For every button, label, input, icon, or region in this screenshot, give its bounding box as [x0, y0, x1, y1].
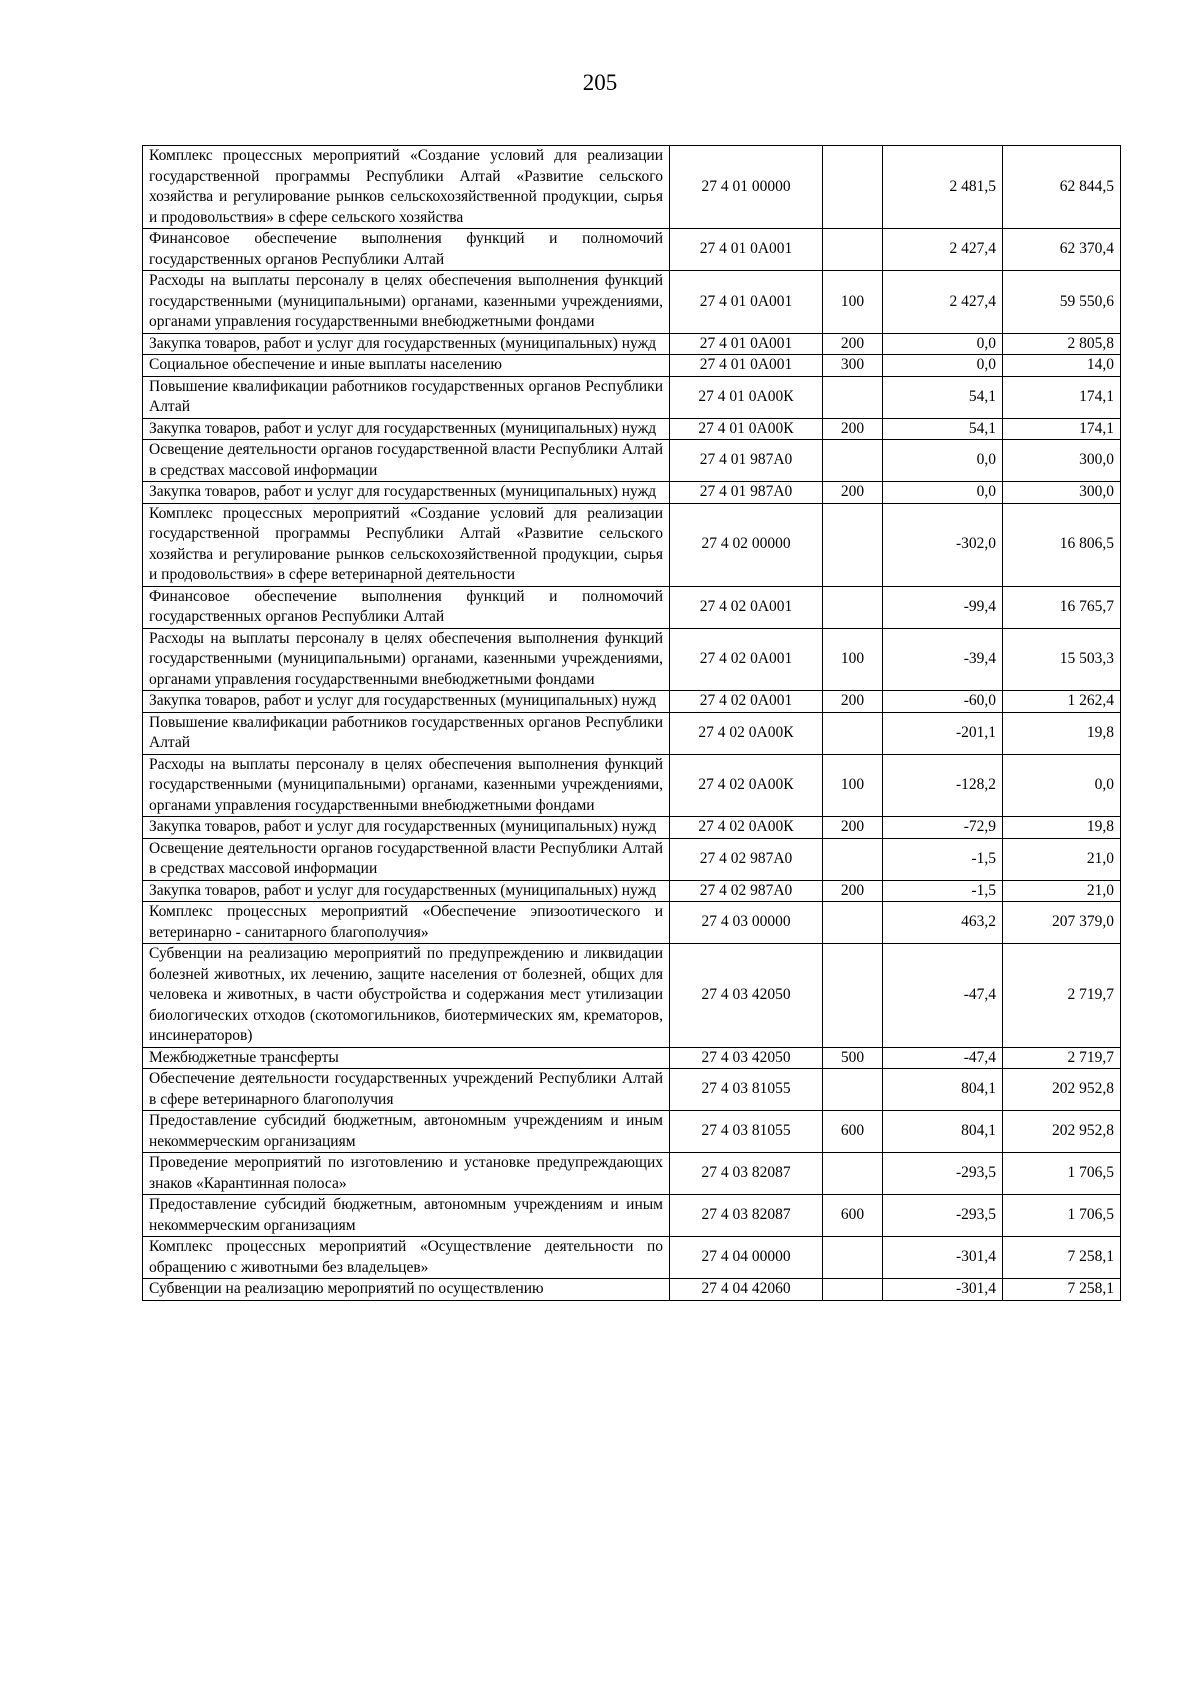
row-code-cell: 27 4 01 00000	[670, 146, 823, 229]
row-total-cell: 300,0	[1003, 440, 1121, 482]
row-change-cell: 804,1	[883, 1111, 1003, 1153]
row-total-cell: 174,1	[1003, 418, 1121, 440]
table-row	[143, 271, 1121, 334]
row-expense-type-cell: 500	[823, 1047, 883, 1069]
row-change-cell: -60,0	[883, 691, 1003, 713]
row-code-cell: 27 4 03 81055	[670, 1069, 823, 1111]
table-row	[143, 418, 1121, 440]
row-name-cell: Освещение деятельности органов государственной власти Республики Алтай в средствах массовой информации	[143, 440, 670, 482]
row-name-cell: Комплекс процессных мероприятий «Осуществление деятельности по обращению с животными без владельцев»	[143, 1237, 670, 1279]
row-name-cell: Закупка товаров, работ и услуг для государственных (муниципальных) нужд	[143, 817, 670, 839]
row-change-cell: 0,0	[883, 440, 1003, 482]
row-code-cell: 27 4 03 81055	[670, 1111, 823, 1153]
row-code-cell: 27 4 03 42050	[670, 944, 823, 1048]
row-expense-type-cell: 200	[823, 880, 883, 902]
row-name-cell: Предоставление субсидий бюджетным, автономным учреждениям и иным некоммерческим организациям	[143, 1195, 670, 1237]
row-name-cell: Проведение мероприятий по изготовлению и установке предупреждающих знаков «Карантинная полоса»	[143, 1153, 670, 1195]
row-code-cell: 27 4 03 42050	[670, 1047, 823, 1069]
table-row	[143, 482, 1121, 504]
row-total-cell: 19,8	[1003, 712, 1121, 754]
table-row	[143, 944, 1121, 1048]
table-row	[143, 586, 1121, 628]
row-expense-type-cell: 100	[823, 628, 883, 691]
row-name-cell: Закупка товаров, работ и услуг для государственных (муниципальных) нужд	[143, 482, 670, 504]
row-change-cell: 54,1	[883, 376, 1003, 418]
row-expense-type-cell: 600	[823, 1111, 883, 1153]
row-change-cell: 463,2	[883, 902, 1003, 944]
row-total-cell: 1 706,5	[1003, 1153, 1121, 1195]
table-row	[143, 503, 1121, 586]
row-expense-type-cell	[823, 1069, 883, 1111]
row-code-cell: 27 4 02 987А0	[670, 880, 823, 902]
table-row	[143, 817, 1121, 839]
row-total-cell: 16 806,5	[1003, 503, 1121, 586]
row-code-cell: 27 4 04 42060	[670, 1279, 823, 1301]
row-total-cell: 16 765,7	[1003, 586, 1121, 628]
row-code-cell: 27 4 03 82087	[670, 1195, 823, 1237]
row-change-cell: -39,4	[883, 628, 1003, 691]
row-code-cell: 27 4 01 0А00К	[670, 376, 823, 418]
row-total-cell: 15 503,3	[1003, 628, 1121, 691]
row-change-cell: 804,1	[883, 1069, 1003, 1111]
row-expense-type-cell: 600	[823, 1195, 883, 1237]
row-expense-type-cell	[823, 1237, 883, 1279]
row-change-cell: -293,5	[883, 1153, 1003, 1195]
table-row	[143, 1111, 1121, 1153]
row-code-cell: 27 4 02 0А001	[670, 691, 823, 713]
row-name-cell: Субвенции на реализацию мероприятий по осуществлению	[143, 1279, 670, 1301]
row-total-cell: 7 258,1	[1003, 1279, 1121, 1301]
row-change-cell: -47,4	[883, 944, 1003, 1048]
row-expense-type-cell	[823, 376, 883, 418]
budget-table-body	[143, 146, 1121, 1301]
row-code-cell: 27 4 01 0А00К	[670, 418, 823, 440]
row-expense-type-cell	[823, 503, 883, 586]
row-total-cell: 62 370,4	[1003, 229, 1121, 271]
row-change-cell: -301,4	[883, 1237, 1003, 1279]
row-name-cell: Освещение деятельности органов государственной власти Республики Алтай в средствах массовой информации	[143, 838, 670, 880]
row-expense-type-cell: 200	[823, 817, 883, 839]
row-change-cell: 0,0	[883, 482, 1003, 504]
row-code-cell: 27 4 02 0А00К	[670, 754, 823, 817]
row-change-cell: 0,0	[883, 333, 1003, 355]
row-total-cell: 21,0	[1003, 838, 1121, 880]
row-total-cell: 59 550,6	[1003, 271, 1121, 334]
row-name-cell: Расходы на выплаты персоналу в целях обеспечения выполнения функций государственными (муниципальными) органами, казенными учреждениями, органами управления государственными внебюджетными фондами	[143, 754, 670, 817]
table-row	[143, 712, 1121, 754]
row-code-cell: 27 4 03 82087	[670, 1153, 823, 1195]
row-name-cell: Расходы на выплаты персоналу в целях обеспечения выполнения функций государственными (муниципальными) органами, казенными учреждениями, органами управления государственными внебюджетными фондами	[143, 628, 670, 691]
table-row	[143, 1279, 1121, 1301]
row-total-cell: 14,0	[1003, 355, 1121, 377]
row-name-cell: Предоставление субсидий бюджетным, автономным учреждениям и иным некоммерческим организациям	[143, 1111, 670, 1153]
table-row	[143, 691, 1121, 713]
table-row	[143, 355, 1121, 377]
row-change-cell: -72,9	[883, 817, 1003, 839]
table-row	[143, 1069, 1121, 1111]
row-total-cell: 21,0	[1003, 880, 1121, 902]
row-change-cell: -1,5	[883, 838, 1003, 880]
row-name-cell: Повышение квалификации работников государственных органов Республики Алтай	[143, 712, 670, 754]
row-code-cell: 27 4 01 987А0	[670, 482, 823, 504]
row-total-cell: 0,0	[1003, 754, 1121, 817]
row-total-cell: 2 719,7	[1003, 1047, 1121, 1069]
row-expense-type-cell: 200	[823, 418, 883, 440]
row-change-cell: 2 481,5	[883, 146, 1003, 229]
row-name-cell: Межбюджетные трансферты	[143, 1047, 670, 1069]
table-row	[143, 628, 1121, 691]
row-code-cell: 27 4 01 0А001	[670, 355, 823, 377]
row-change-cell: -302,0	[883, 503, 1003, 586]
row-code-cell: 27 4 02 0А001	[670, 628, 823, 691]
table-row	[143, 880, 1121, 902]
row-name-cell: Закупка товаров, работ и услуг для государственных (муниципальных) нужд	[143, 333, 670, 355]
table-row	[143, 902, 1121, 944]
page-number: 205	[582, 70, 618, 95]
table-row	[143, 838, 1121, 880]
row-change-cell: -47,4	[883, 1047, 1003, 1069]
row-change-cell: 54,1	[883, 418, 1003, 440]
row-code-cell: 27 4 02 0А00К	[670, 817, 823, 839]
row-change-cell: -128,2	[883, 754, 1003, 817]
row-total-cell: 207 379,0	[1003, 902, 1121, 944]
row-expense-type-cell: 100	[823, 754, 883, 817]
row-expense-type-cell	[823, 440, 883, 482]
table-row	[143, 1195, 1121, 1237]
row-name-cell: Финансовое обеспечение выполнения функций и полномочий государственных органов Республики Алтай	[143, 229, 670, 271]
table-row	[143, 1047, 1121, 1069]
row-code-cell: 27 4 01 987А0	[670, 440, 823, 482]
row-change-cell: -293,5	[883, 1195, 1003, 1237]
row-expense-type-cell	[823, 1279, 883, 1301]
row-total-cell: 300,0	[1003, 482, 1121, 504]
row-total-cell: 1 262,4	[1003, 691, 1121, 713]
row-expense-type-cell	[823, 1153, 883, 1195]
row-change-cell: 2 427,4	[883, 271, 1003, 334]
row-expense-type-cell	[823, 229, 883, 271]
row-change-cell: -1,5	[883, 880, 1003, 902]
row-name-cell: Закупка товаров, работ и услуг для государственных (муниципальных) нужд	[143, 691, 670, 713]
row-expense-type-cell	[823, 838, 883, 880]
row-name-cell: Закупка товаров, работ и услуг для государственных (муниципальных) нужд	[143, 880, 670, 902]
row-expense-type-cell	[823, 944, 883, 1048]
row-change-cell: -99,4	[883, 586, 1003, 628]
row-total-cell: 7 258,1	[1003, 1237, 1121, 1279]
row-change-cell: -201,1	[883, 712, 1003, 754]
row-code-cell: 27 4 01 0А001	[670, 229, 823, 271]
row-total-cell: 202 952,8	[1003, 1069, 1121, 1111]
row-expense-type-cell	[823, 586, 883, 628]
row-name-cell: Комплекс процессных мероприятий «Создание условий для реализации государственной программы Республики Алтай «Развитие сельского хозяйства и регулирование рынков сельскохозяйственной продукции, сырья и продовольствия» в сфере сельского хозяйства	[143, 146, 670, 229]
row-total-cell: 174,1	[1003, 376, 1121, 418]
table-row	[143, 229, 1121, 271]
row-total-cell: 202 952,8	[1003, 1111, 1121, 1153]
row-code-cell: 27 4 03 00000	[670, 902, 823, 944]
row-expense-type-cell: 300	[823, 355, 883, 377]
row-expense-type-cell	[823, 712, 883, 754]
row-code-cell: 27 4 02 987А0	[670, 838, 823, 880]
table-row	[143, 376, 1121, 418]
row-total-cell: 19,8	[1003, 817, 1121, 839]
row-name-cell: Комплекс процессных мероприятий «Обеспечение эпизоотического и ветеринарно - санитарного благополучия»	[143, 902, 670, 944]
row-total-cell: 2 805,8	[1003, 333, 1121, 355]
row-name-cell: Комплекс процессных мероприятий «Создание условий для реализации государственной программы Республики Алтай «Развитие сельского хозяйства и регулирование рынков сельскохозяйственной продукции, сырья и продовольствия» в сфере ветеринарной деятельности	[143, 503, 670, 586]
table-row	[143, 1237, 1121, 1279]
row-expense-type-cell: 200	[823, 333, 883, 355]
table-row	[143, 440, 1121, 482]
row-name-cell: Социальное обеспечение и иные выплаты населению	[143, 355, 670, 377]
table-row	[143, 754, 1121, 817]
row-name-cell: Финансовое обеспечение выполнения функций и полномочий государственных органов Республики Алтай	[143, 586, 670, 628]
row-total-cell: 62 844,5	[1003, 146, 1121, 229]
row-code-cell: 27 4 02 0А00К	[670, 712, 823, 754]
row-code-cell: 27 4 04 00000	[670, 1237, 823, 1279]
row-expense-type-cell: 200	[823, 691, 883, 713]
row-name-cell: Расходы на выплаты персоналу в целях обеспечения выполнения функций государственными (муниципальными) органами, казенными учреждениями, органами управления государственными внебюджетными фондами	[143, 271, 670, 334]
row-total-cell: 1 706,5	[1003, 1195, 1121, 1237]
row-code-cell: 27 4 01 0А001	[670, 271, 823, 334]
row-expense-type-cell: 200	[823, 482, 883, 504]
row-expense-type-cell: 100	[823, 271, 883, 334]
row-code-cell: 27 4 02 00000	[670, 503, 823, 586]
row-name-cell: Повышение квалификации работников государственных органов Республики Алтай	[143, 376, 670, 418]
row-code-cell: 27 4 02 0А001	[670, 586, 823, 628]
table-row	[143, 1153, 1121, 1195]
table-row	[143, 146, 1121, 229]
row-expense-type-cell	[823, 146, 883, 229]
row-expense-type-cell	[823, 902, 883, 944]
budget-table	[142, 145, 1121, 1301]
row-name-cell: Субвенции на реализацию мероприятий по предупреждению и ликвидации болезней животных, их лечению, защите населения от болезней, общих для человека и животных, в части обустройства и содержания мест утилизации биологических отходов (скотомогильников, биотермических ям, крематоров, инсинераторов)	[143, 944, 670, 1048]
row-code-cell: 27 4 01 0А001	[670, 333, 823, 355]
table-row	[143, 333, 1121, 355]
row-change-cell: -301,4	[883, 1279, 1003, 1301]
row-name-cell: Закупка товаров, работ и услуг для государственных (муниципальных) нужд	[143, 418, 670, 440]
row-name-cell: Обеспечение деятельности государственных учреждений Республики Алтай в сфере ветеринарного благополучия	[143, 1069, 670, 1111]
row-total-cell: 2 719,7	[1003, 944, 1121, 1048]
row-change-cell: 2 427,4	[883, 229, 1003, 271]
row-change-cell: 0,0	[883, 355, 1003, 377]
